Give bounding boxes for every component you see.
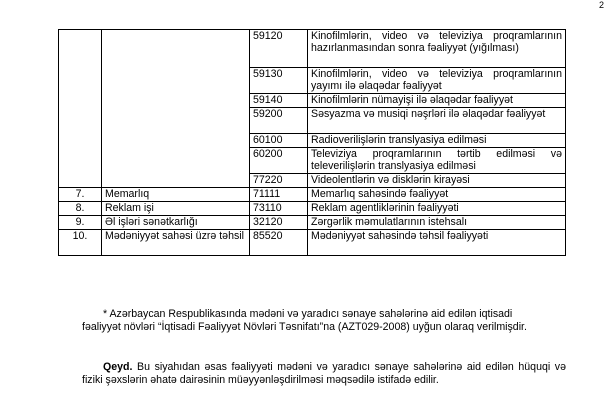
table-row bbox=[59, 230, 566, 256]
code-cell: 71111 bbox=[250, 188, 308, 202]
code-cell: 60200 bbox=[250, 148, 308, 174]
code-cell: 77220 bbox=[250, 174, 308, 188]
code-cell: 59120 bbox=[250, 30, 308, 68]
note-paragraph bbox=[82, 361, 566, 388]
code-cell: 59130 bbox=[250, 68, 308, 94]
note-label: Qeyd. bbox=[103, 361, 133, 373]
description-cell: Kinofilmlərin, video və televiziya proqramlarının hazırlanmasından sonra fəaliyyət (yığılması) bbox=[308, 30, 566, 68]
table-row bbox=[59, 216, 566, 230]
description-cell: Zərgərlik məmulatlarının istehsalı bbox=[308, 216, 566, 230]
description-cell: Memarlıq sahəsində fəaliyyət bbox=[308, 188, 566, 202]
footnote-line1: * Azərbaycan Respublikasında mədəni və yaradıcı sənaye sahələrinə aid edilən iqtisadi bbox=[103, 308, 513, 320]
description-cell: Kinofilmlərin nümayişi ilə əlaqədar fəaliyyət bbox=[308, 94, 566, 108]
row-number-cell: 8. bbox=[59, 202, 102, 216]
description-cell: Reklam agentliklərinin fəaliyyəti bbox=[308, 202, 566, 216]
code-cell: 59140 bbox=[250, 94, 308, 108]
code-cell: 73110 bbox=[250, 202, 308, 216]
description-cell: Radioverilişlərin translyasiya edilməsi bbox=[308, 134, 566, 148]
table-row bbox=[59, 30, 566, 68]
sector-cell: Reklam işi bbox=[102, 202, 250, 216]
table-row bbox=[59, 188, 566, 202]
note-text: Bu siyahıdan əsas fəaliyyəti mədəni və yaradıcı sənaye sahələrinə aid edilən hüquqi və fiziki şəxslərin əhatə dairəsinin müəyyənləşdirilməsi məqsədilə istifadə edilir. bbox=[82, 361, 566, 387]
sector-cell bbox=[102, 30, 250, 188]
code-cell: 60100 bbox=[250, 134, 308, 148]
description-cell: Videolentlərin və disklərin kirayəsi bbox=[308, 174, 566, 188]
code-cell: 85520 bbox=[250, 230, 308, 256]
footnote-rest: fəaliyyət növləri “İqtisadi Fəaliyyət Növləri Təsnifatı”na (AZT029-2008) uyğun olaraq verilmişdir. bbox=[82, 321, 527, 334]
page-number: 2 bbox=[598, 0, 604, 10]
code-cell: 59200 bbox=[250, 108, 308, 134]
description-cell: Televiziya proqramlarının tərtib edilməsi və televerilişlərin translyasiya edilməsi bbox=[308, 148, 566, 174]
sector-cell: Memarlıq bbox=[102, 188, 250, 202]
footnote bbox=[82, 308, 566, 335]
sector-cell: Əl işləri sənətkarlığı bbox=[102, 216, 250, 230]
row-number-cell: 10. bbox=[59, 230, 102, 256]
sector-cell: Mədəniyyət sahəsi üzrə təhsil bbox=[102, 230, 250, 256]
code-cell: 32120 bbox=[250, 216, 308, 230]
description-cell: Səsyazma və musiqi nəşrləri ilə əlaqədar fəaliyyət bbox=[308, 108, 566, 134]
row-number-cell bbox=[59, 30, 102, 188]
activity-codes-table bbox=[58, 29, 566, 256]
description-cell: Kinofilmlərin, video və televiziya proqramlarının yayımı ilə əlaqədar fəaliyyət bbox=[308, 68, 566, 94]
description-cell: Mədəniyyət sahəsində təhsil fəaliyyəti bbox=[308, 230, 566, 256]
table-row bbox=[59, 202, 566, 216]
row-number-cell: 9. bbox=[59, 216, 102, 230]
row-number-cell: 7. bbox=[59, 188, 102, 202]
